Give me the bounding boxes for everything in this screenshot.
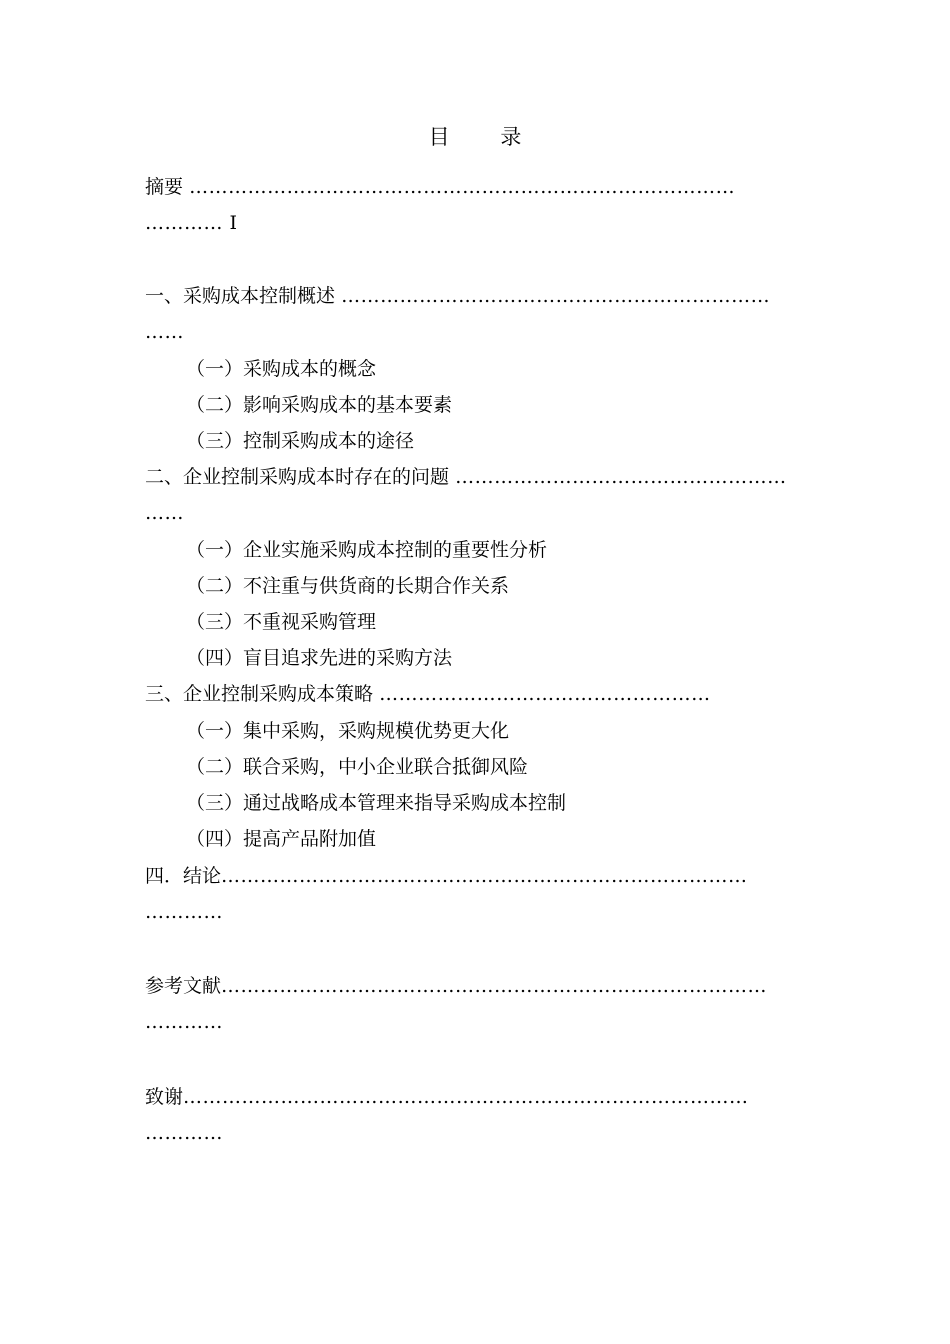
toc-entry-label: 摘要	[145, 176, 184, 198]
toc-leader-dots: ……………………………………………	[455, 466, 787, 488]
toc-leader-dots: ……………………………………………………………………………	[183, 1086, 749, 1108]
toc-subentry-2-1[interactable]: （一）企业实施采购成本控制的重要性分析	[186, 539, 548, 561]
toc-entry-section-2-continued	[145, 498, 810, 528]
toc-leader-dots-cont: ……	[145, 321, 184, 343]
toc-subentry-1-2[interactable]: （二）影响采购成本的基本要素	[186, 394, 453, 416]
toc-subentry-3-1[interactable]: （一）集中采购，采购规模优势更大化	[186, 720, 510, 742]
toc-entry-label: 一、采购成本控制概述	[145, 285, 336, 307]
toc-entry-label: 四．结论	[145, 865, 222, 887]
toc-leader-dots-cont: …………	[145, 1011, 223, 1033]
toc-entry-abstract[interactable]	[145, 172, 810, 202]
toc-subentry-3-2[interactable]: （二）联合采购，中小企业联合抵御风险	[186, 756, 529, 778]
toc-entry-references[interactable]	[145, 971, 810, 1001]
toc-entry-section-1-continued	[145, 317, 810, 347]
toc-entry-section-1[interactable]	[145, 281, 810, 311]
toc-subentry-1-1[interactable]: （一）采购成本的概念	[186, 358, 377, 380]
toc-subentry-3-4[interactable]: （四）提高产品附加值	[186, 828, 377, 850]
toc-subentry-3-3[interactable]: （三）通过战略成本管理来指导采购成本控制	[186, 792, 567, 814]
toc-leader-dots-page: ………… Ⅰ	[145, 212, 238, 234]
toc-subentry-2-3[interactable]: （三）不重视采购管理	[186, 611, 377, 633]
toc-entry-section-4[interactable]	[145, 861, 810, 891]
toc-entry-label: 参考文献	[145, 975, 222, 997]
toc-entry-label: 致谢	[145, 1086, 184, 1108]
toc-entry-references-continued	[145, 1007, 810, 1037]
toc-entry-acknowledgements-continued	[145, 1118, 810, 1148]
toc-leader-dots: …………………………………………………………………………	[221, 975, 768, 997]
toc-leader-dots-cont: …………	[145, 1122, 223, 1144]
toc-leader-dots: …………………………………………………………	[341, 285, 771, 307]
toc-subentry-1-3[interactable]: （三）控制采购成本的途径	[186, 430, 415, 452]
toc-leader-dots: ………………………………………………………………………	[221, 865, 748, 887]
toc-subentry-2-2[interactable]: （二）不注重与供货商的长期合作关系	[186, 575, 510, 597]
toc-entry-acknowledgements[interactable]	[145, 1082, 810, 1112]
toc-leader-dots: ……………………………………………	[379, 683, 711, 705]
toc-leader-dots-cont: ……	[145, 502, 184, 524]
toc-leader-dots-cont: …………	[145, 901, 223, 923]
toc-entry-label: 二、企业控制采购成本时存在的问题	[145, 466, 450, 488]
toc-title: 目 录	[428, 125, 544, 149]
toc-leader-dots: …………………………………………………………………………	[189, 176, 736, 198]
toc-entry-section-4-continued	[145, 897, 810, 927]
toc-entry-section-2[interactable]	[145, 462, 810, 492]
toc-entry-abstract-continued	[145, 208, 810, 238]
toc-entry-label: 三、企业控制采购成本策略	[145, 683, 374, 705]
toc-subentry-2-4[interactable]: （四）盲目追求先进的采购方法	[186, 647, 453, 669]
toc-entry-section-3[interactable]	[145, 679, 810, 709]
